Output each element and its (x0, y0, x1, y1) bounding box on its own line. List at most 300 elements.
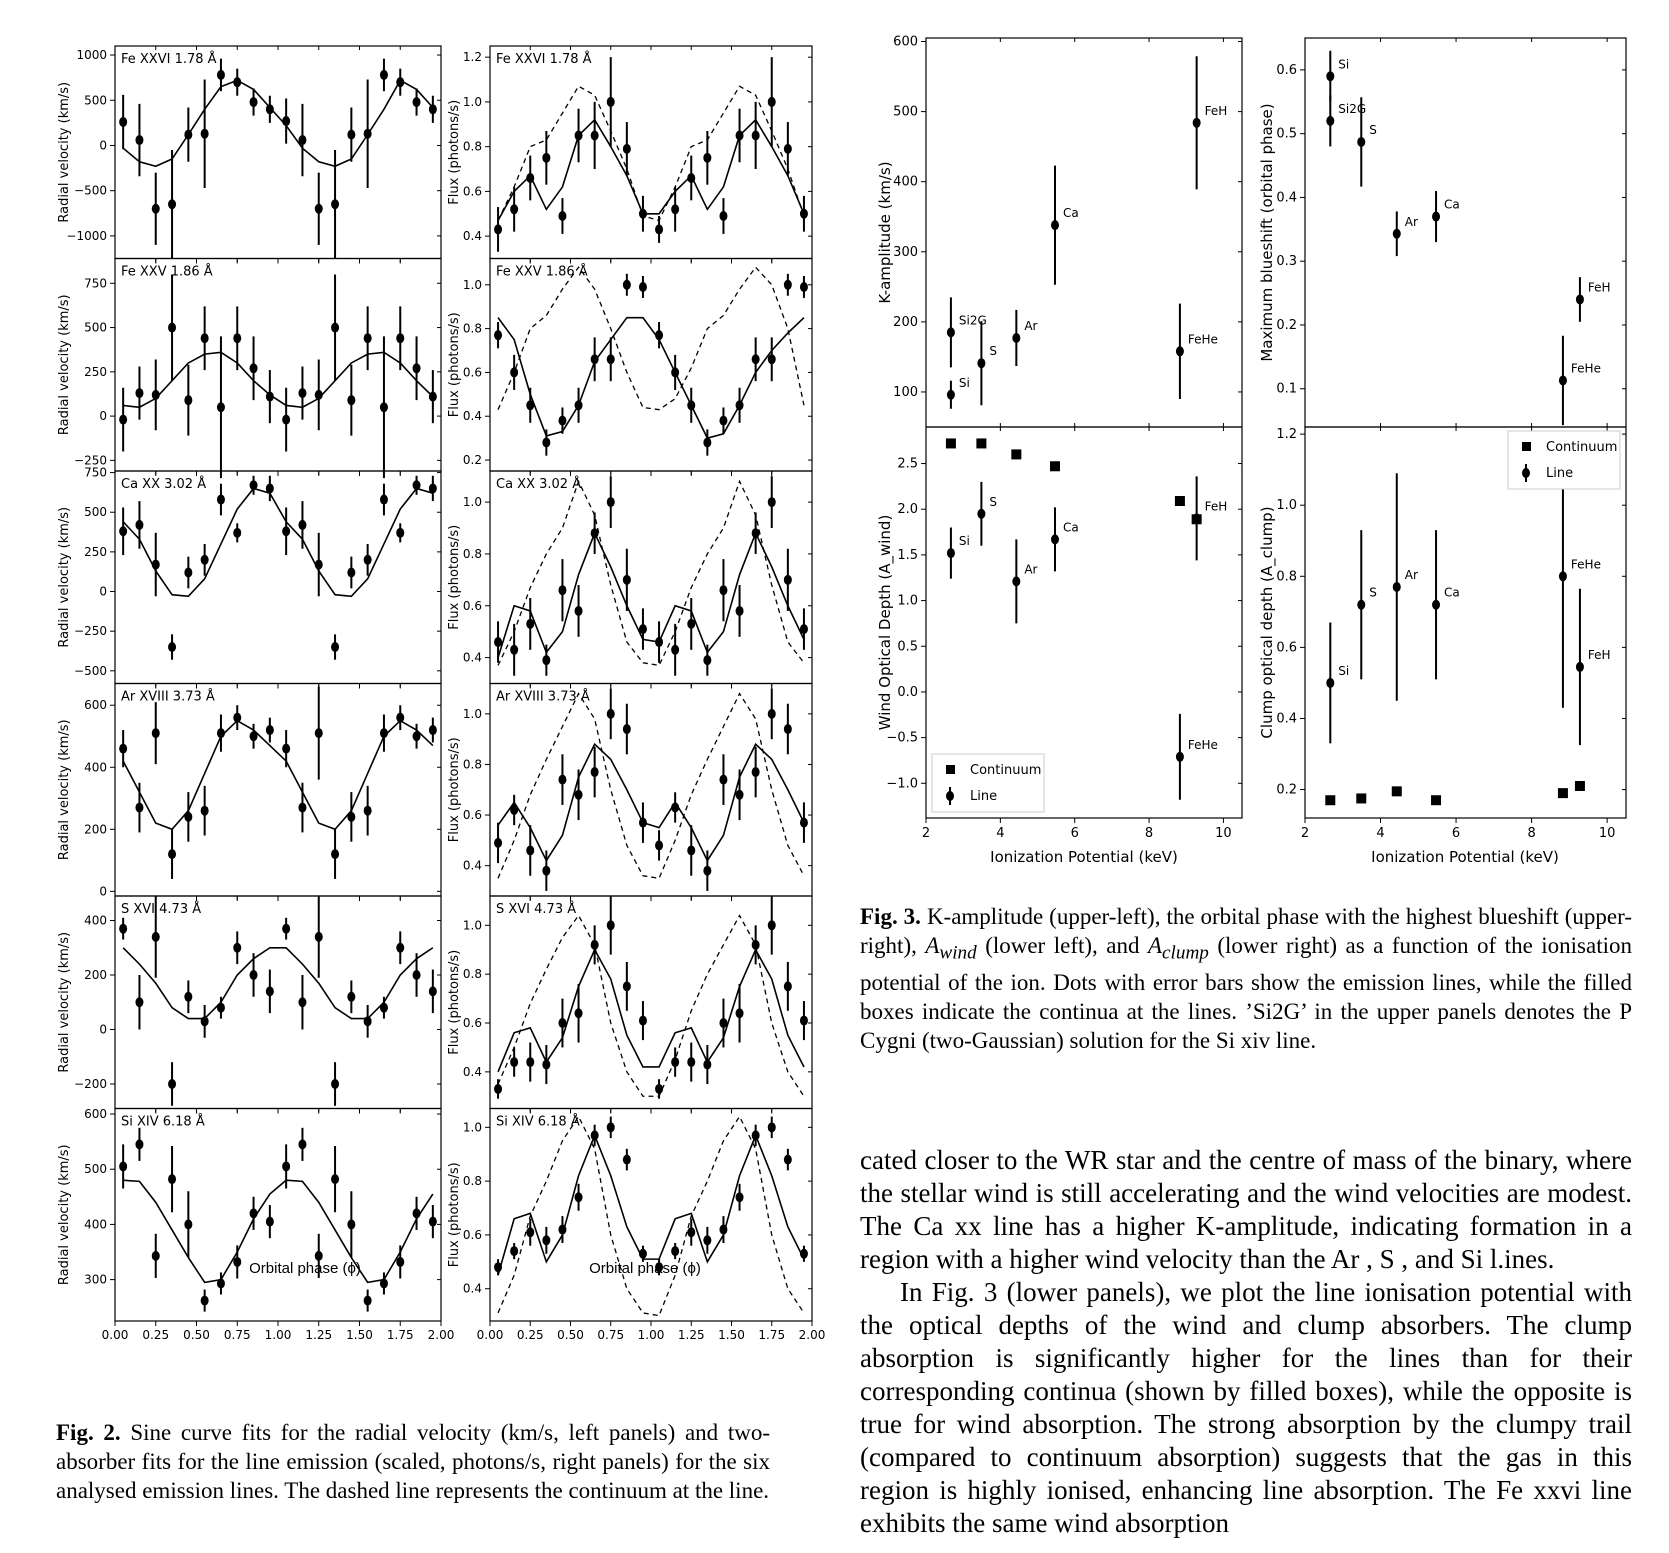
data-point (977, 358, 985, 368)
panel-fig2-rv-ca20 (57, 466, 441, 689)
y-tick-label: 600 (84, 698, 107, 713)
data-point (266, 725, 274, 735)
data-point (494, 224, 502, 234)
data-point (266, 1217, 274, 1227)
y-tick-label: 0.6 (1276, 62, 1297, 78)
data-point (1393, 582, 1401, 592)
data-point (184, 992, 192, 1002)
y-axis-label: Maximum blueshift (orbital phase) (1258, 103, 1276, 362)
x-tick-label: 0.75 (223, 1328, 251, 1342)
data-point (184, 130, 192, 140)
y-axis-label: Flux (photons/s) (447, 1162, 462, 1268)
data-point (364, 129, 372, 139)
data-point (413, 97, 421, 107)
data-point (1193, 118, 1201, 128)
data-point (266, 483, 274, 493)
data-point (719, 775, 727, 785)
fig3-caption-awind: A (925, 933, 940, 958)
continuum-box (1325, 795, 1335, 805)
data-point (135, 520, 143, 530)
y-tick-label: 0.6 (462, 808, 482, 823)
x-tick-label: 1.00 (637, 1328, 665, 1342)
point-label: Ca (1063, 520, 1079, 535)
panel-frame (490, 259, 812, 472)
x-tick-label: 0.25 (142, 1328, 170, 1342)
data-point (623, 724, 631, 734)
data-point (1576, 294, 1584, 304)
data-point (298, 388, 306, 398)
y-axis-label: Clump optical depth (A_clump) (1258, 506, 1276, 739)
data-point (510, 645, 518, 655)
point-label: Ca (1444, 585, 1460, 600)
data-point (655, 637, 663, 647)
legend-line-label: Line (1546, 466, 1574, 481)
panel-frame (115, 46, 441, 259)
data-point (558, 775, 566, 785)
y-axis-label: Radial velocity (km/s) (57, 719, 72, 861)
data-point (671, 1057, 679, 1067)
y-tick-label: 250 (84, 364, 107, 379)
panel-fig2-flux-si14 (447, 1109, 825, 1343)
y-tick-label: 600 (84, 1107, 107, 1122)
data-point (736, 400, 744, 410)
data-point (623, 280, 631, 290)
data-point (1326, 116, 1334, 126)
legend-continuum-marker (946, 765, 955, 774)
y-tick-label: 1.0 (462, 1120, 482, 1135)
y-tick-label: 1.0 (462, 495, 482, 510)
data-point (152, 204, 160, 214)
data-point (719, 1018, 727, 1028)
y-tick-label: 100 (893, 384, 918, 400)
data-point (575, 130, 583, 140)
data-point (800, 1249, 808, 1259)
data-point (558, 1225, 566, 1235)
data-point (784, 144, 792, 154)
data-point (719, 1225, 727, 1235)
data-point (298, 135, 306, 145)
data-point (413, 970, 421, 980)
point-label: Ar (1024, 318, 1038, 333)
panel-label: Fe XXV 1.86 Å (496, 264, 588, 280)
fig2-caption-text: Sine curve fits for the radial velocity (km/s, left panels) and two-absorber fits for the line emission (scaled, photons/s, right panels) for the six analysed emission lines. The dashed line represents the continuum at the line. (56, 1420, 771, 1503)
continuum-box (1431, 795, 1441, 805)
data-point (315, 560, 323, 570)
data-point (510, 367, 518, 377)
data-point (331, 849, 339, 859)
continuum-dashed-line (498, 267, 804, 409)
y-tick-label: 400 (84, 1217, 107, 1232)
data-point (784, 575, 792, 585)
data-point (184, 812, 192, 822)
point-label: FeHe (1187, 737, 1218, 752)
data-point (135, 1139, 143, 1149)
panel-label: Ca XX 3.02 Å (121, 477, 207, 492)
y-tick-label: 300 (84, 1272, 107, 1287)
panel-fig2-rv-si14 (57, 1107, 454, 1342)
data-point (784, 981, 792, 991)
data-point (298, 520, 306, 530)
data-point (671, 367, 679, 377)
legend-continuum-marker (1522, 442, 1531, 451)
data-point (184, 567, 192, 577)
point-label: Si (1338, 57, 1350, 72)
y-tick-label: 1.0 (1276, 498, 1297, 514)
x-tick-label: 6 (1451, 826, 1461, 841)
data-point (719, 585, 727, 595)
data-point (526, 619, 534, 629)
y-tick-label: 1.0 (462, 918, 482, 933)
data-point (800, 209, 808, 219)
data-point (152, 560, 160, 570)
data-point (542, 655, 550, 665)
fig3-caption (860, 902, 1632, 1055)
panel-label: Ar XVIII 3.73 Å (496, 689, 590, 705)
data-point (1432, 600, 1440, 610)
y-axis-label: Radial velocity (km/s) (57, 1144, 72, 1286)
data-point (347, 395, 355, 405)
data-point (201, 806, 209, 816)
x-tick-label: 8 (1527, 826, 1536, 841)
data-point (1176, 752, 1184, 762)
data-point (429, 104, 437, 114)
data-point (623, 1155, 631, 1165)
data-point (800, 624, 808, 634)
legend-continuum-label: Continuum (970, 763, 1042, 778)
data-point (380, 70, 388, 80)
data-point (494, 330, 502, 340)
data-point (639, 624, 647, 634)
y-tick-label: −1000 (66, 228, 107, 243)
y-tick-label: 250 (84, 544, 107, 559)
panel-label: Fe XXV 1.86 Å (121, 264, 213, 280)
y-tick-label: 1.0 (462, 706, 482, 721)
data-point (639, 818, 647, 828)
x-tick-label: 0.75 (597, 1328, 625, 1342)
point-label: FeHe (1570, 361, 1601, 376)
y-axis-label: Radial velocity (km/s) (57, 506, 72, 648)
fig3-caption-awind-sub: wind (939, 942, 977, 964)
data-point (1559, 571, 1567, 581)
data-point (1326, 71, 1334, 81)
data-point (331, 323, 339, 333)
data-point (201, 129, 209, 139)
data-point (575, 400, 583, 410)
y-tick-label: 0.5 (1276, 126, 1297, 142)
point-label: Ca (1444, 197, 1460, 212)
panel-label: Si XIV 6.18 Å (121, 1114, 205, 1130)
point-label: FeHe (1570, 557, 1601, 572)
data-point (719, 211, 727, 221)
y-tick-label: 0 (99, 584, 107, 599)
data-point (233, 528, 241, 538)
data-point (655, 330, 663, 340)
data-point (429, 483, 437, 493)
data-point (526, 1057, 534, 1067)
data-point (542, 153, 550, 163)
y-axis-label: K-amplitude (km/s) (876, 161, 894, 304)
data-point (152, 390, 160, 400)
y-tick-label: 0.5 (897, 639, 918, 655)
data-point (947, 327, 955, 337)
panel-frame (490, 1109, 812, 1322)
data-point (250, 480, 258, 490)
data-point (703, 153, 711, 163)
point-label: Si (958, 375, 970, 390)
data-point (396, 943, 404, 953)
data-point (768, 1122, 776, 1132)
data-point (298, 997, 306, 1007)
data-point (542, 438, 550, 448)
data-point (623, 144, 631, 154)
y-tick-label: 2.5 (897, 456, 918, 472)
data-point (977, 509, 985, 519)
data-point (429, 1217, 437, 1227)
x-tick-label: 1.50 (346, 1328, 373, 1342)
legend-line-label: Line (970, 789, 998, 804)
data-point (119, 1161, 127, 1171)
data-point (380, 728, 388, 738)
data-point (266, 392, 274, 402)
fig2-caption (56, 1418, 770, 1505)
data-point (736, 606, 744, 616)
data-point (623, 575, 631, 585)
panel-fig3-kamp (876, 35, 1242, 427)
data-point (201, 555, 209, 565)
data-point (671, 802, 679, 812)
y-tick-label: 0 (99, 409, 107, 424)
data-point (558, 585, 566, 595)
y-tick-label: −1.0 (886, 776, 918, 792)
data-point (413, 480, 421, 490)
y-tick-label: 0.4 (462, 229, 482, 244)
data-point (396, 77, 404, 87)
data-point (266, 104, 274, 114)
y-tick-label: 0.0 (897, 684, 918, 700)
continuum-box (976, 438, 986, 448)
data-point (217, 495, 225, 505)
data-point (687, 173, 695, 183)
y-tick-label: 1.0 (897, 593, 918, 609)
y-tick-label: 200 (84, 822, 107, 837)
x-tick-label: 1.75 (758, 1328, 786, 1342)
y-tick-label: 750 (84, 465, 107, 480)
y-tick-label: 0.4 (1276, 711, 1297, 727)
data-point (768, 920, 776, 930)
data-point (380, 495, 388, 505)
y-tick-label: 0.8 (462, 1174, 482, 1189)
data-point (282, 415, 290, 425)
data-point (800, 818, 808, 828)
continuum-box (1392, 786, 1402, 796)
data-point (1326, 678, 1334, 688)
data-point (687, 1227, 695, 1237)
data-point (250, 970, 258, 980)
data-point (526, 173, 534, 183)
y-tick-label: 0.4 (462, 858, 482, 873)
data-point (413, 731, 421, 741)
continuum-dashed-line (498, 86, 804, 220)
model-fit-line (123, 488, 433, 596)
data-point (768, 97, 776, 107)
panel-frame (490, 896, 812, 1109)
data-point (703, 438, 711, 448)
y-axis-label: Wind Optical Depth (A_wind) (876, 514, 894, 731)
y-tick-label: 400 (893, 174, 918, 190)
x-tick-label: 1.25 (305, 1328, 333, 1342)
y-tick-label: 2.0 (897, 502, 918, 518)
data-point (784, 724, 792, 734)
fig3-caption-aclump: A (1147, 933, 1163, 958)
data-point (947, 548, 955, 558)
model-fit-line (498, 950, 804, 1072)
y-tick-label: 300 (893, 244, 918, 260)
y-tick-label: 0.4 (462, 650, 482, 665)
data-point (201, 333, 209, 343)
y-tick-label: 0.8 (462, 321, 482, 336)
data-point (315, 390, 323, 400)
model-fit-line (123, 80, 433, 166)
data-point (168, 1079, 176, 1089)
y-tick-label: −500 (74, 183, 107, 198)
y-tick-label: 0 (99, 138, 107, 153)
y-tick-label: 1.2 (462, 50, 482, 65)
data-point (429, 986, 437, 996)
panel-frame (490, 471, 812, 684)
panel-frame (115, 684, 441, 897)
data-point (331, 642, 339, 652)
y-tick-label: 0 (99, 884, 107, 899)
data-point (703, 866, 711, 876)
y-tick-label: 200 (84, 968, 107, 983)
data-point (168, 199, 176, 209)
y-axis-label: Radial velocity (km/s) (57, 294, 72, 436)
data-point (413, 363, 421, 373)
data-point (250, 97, 258, 107)
y-tick-label: 0.2 (1276, 317, 1297, 333)
data-point (217, 402, 225, 412)
data-point (217, 1003, 225, 1013)
x-tick-label: 2 (1300, 826, 1310, 841)
x-tick-label: 0.00 (476, 1328, 504, 1342)
data-point (591, 940, 599, 950)
data-point (1176, 346, 1184, 356)
y-tick-label: 1.0 (462, 277, 482, 292)
point-label: FeH (1204, 499, 1228, 514)
data-point (736, 1008, 744, 1018)
data-point (1357, 137, 1365, 147)
data-point (168, 323, 176, 333)
panel-label: Fe XXVI 1.78 Å (496, 52, 592, 67)
data-point (396, 528, 404, 538)
data-point (282, 744, 290, 754)
data-point (591, 528, 599, 538)
data-point (347, 992, 355, 1002)
model-fit-line (123, 352, 433, 407)
data-point (768, 354, 776, 364)
point-label: FeH (1204, 103, 1228, 118)
data-point (639, 1016, 647, 1026)
panel-label: S XVI 4.73 Å (496, 902, 577, 917)
panel-fig2-flux-ca20 (447, 471, 812, 689)
y-tick-label: 0.2 (1276, 782, 1297, 798)
body-paragraph-2: In Fig. 3 (lower panels), we plot the line ionisation potential with the optical depths of the wind and clump absorbers. The clump absorption is significantly higher for the lines than for their corresponding continua (shown by filled boxes), while the opposite is true for wind absorption. The strong absorption by the clumpy trail (compared to continuum absorption) suggests that the gas in this region is highly ionised, enhancing line absorption. The Fe xxvi line exhibits the same wind absorption (860, 1277, 1632, 1538)
x-tick-label: 0.25 (516, 1328, 544, 1342)
fig3-xlabel-right: Ionization Potential (keV) (1371, 848, 1559, 866)
data-point (494, 1084, 502, 1094)
data-point (947, 390, 955, 400)
x-tick-label: 0.00 (101, 1328, 129, 1342)
panel-frame (115, 896, 441, 1109)
panel-label: Ca XX 3.02 Å (496, 477, 582, 492)
panel-label: Fe XXVI 1.78 Å (121, 52, 217, 67)
data-point (331, 1174, 339, 1184)
data-point (784, 280, 792, 290)
data-point (233, 77, 241, 87)
data-point (655, 224, 663, 234)
data-point (752, 130, 760, 140)
y-tick-label: 0.2 (462, 453, 482, 468)
x-tick-label: 4 (1376, 826, 1385, 841)
data-point (119, 117, 127, 127)
data-point (315, 932, 323, 942)
panel-fig2-rv-s16 (57, 896, 441, 1114)
point-label: Si2G (1338, 101, 1367, 116)
y-tick-label: 400 (84, 760, 107, 775)
continuum-box (1011, 449, 1021, 459)
point-label: S (989, 494, 998, 509)
continuum-box (1050, 461, 1060, 471)
y-tick-label: 500 (84, 505, 107, 520)
data-point (282, 1161, 290, 1171)
data-point (135, 997, 143, 1007)
data-point (623, 981, 631, 991)
y-tick-label: 0.1 (1276, 381, 1297, 397)
fig3-xlabel-left: Ionization Potential (keV) (990, 848, 1178, 866)
panel-fig2-flux-fe26 (447, 46, 812, 264)
data-point (282, 526, 290, 536)
model-fit-line (498, 318, 804, 438)
y-tick-label: 0.8 (462, 139, 482, 154)
data-point (671, 204, 679, 214)
data-point (639, 209, 647, 219)
point-label: FeHe (1187, 332, 1218, 347)
data-point (607, 1122, 615, 1132)
fig3-caption-text-1: K-amplitude (upper-left), the orbital phase with the highest blueshift (upper-right), (860, 904, 1632, 958)
data-point (752, 354, 760, 364)
panel-frame (115, 471, 441, 684)
data-point (119, 526, 127, 536)
data-point (655, 1084, 663, 1094)
data-point (542, 866, 550, 876)
data-point (591, 767, 599, 777)
y-tick-label: −0.5 (886, 730, 918, 746)
y-tick-label: −250 (74, 453, 107, 468)
data-point (364, 555, 372, 565)
y-tick-label: 0.6 (462, 1016, 482, 1031)
data-point (703, 655, 711, 665)
point-label: Ar (1404, 567, 1418, 582)
figure-2 (0, 0, 826, 1342)
x-tick-label: 8 (1144, 826, 1154, 841)
x-tick-label: 1.75 (386, 1328, 414, 1342)
y-tick-label: 500 (84, 1162, 107, 1177)
data-point (510, 1057, 518, 1067)
data-point (736, 130, 744, 140)
panel-fig3-awind (876, 427, 1242, 841)
data-point (380, 1003, 388, 1013)
continuum-box (1356, 793, 1366, 803)
